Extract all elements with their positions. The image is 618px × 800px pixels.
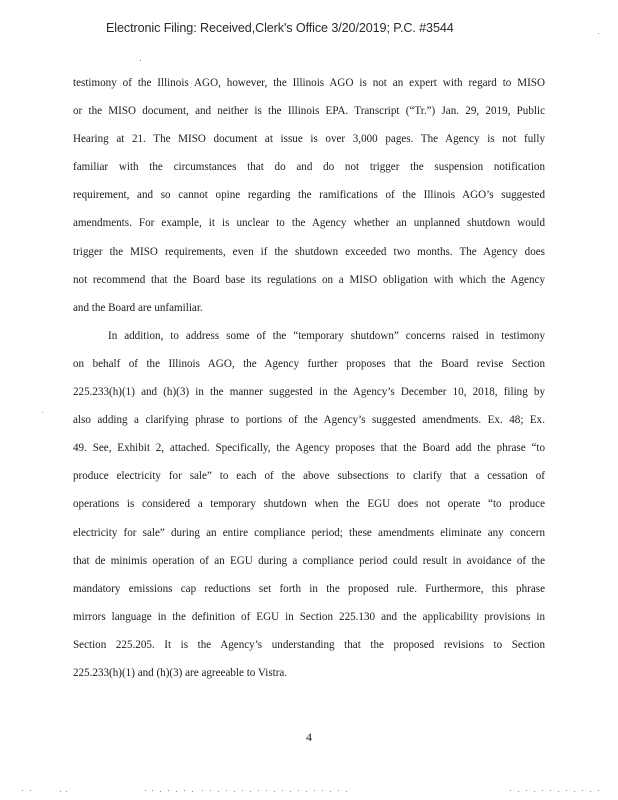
scan-speck (184, 790, 185, 791)
scan-speck (574, 791, 575, 792)
scan-speck (176, 791, 177, 792)
body-text (73, 69, 545, 687)
scan-speck (346, 791, 347, 792)
scan-speck (152, 790, 153, 791)
scan-speck (598, 33, 599, 34)
text-line: and the Board are unfamiliar. (73, 301, 203, 314)
scan-speck (242, 790, 243, 791)
text-line: operations is considered a temporary shutdown when the EGU does not operate “to produce (73, 498, 545, 511)
scan-speck (218, 791, 219, 792)
scan-speck (306, 791, 307, 792)
scan-speck (526, 790, 527, 791)
scan-speck (534, 791, 535, 792)
text-line: familiar with the circumstances that do and do not trigger the suspension notification (73, 161, 545, 174)
text-line: 225.233(h)(1) and (h)(3) are agreeable to Vistra. (73, 666, 288, 679)
scan-speck (42, 412, 43, 413)
text-line: produce electricity for sale” to each of the above subsections to clarify that a cessation of (73, 470, 545, 483)
scan-speck (234, 791, 235, 792)
text-line: In addition, to address some of the “temporary shutdown” concerns raised in testimony (108, 329, 545, 342)
scan-speck (210, 790, 211, 791)
scan-speck (322, 790, 323, 791)
text-line: mandatory emissions cap reductions set forth in the proposed rule. Furthermore, this phrase (73, 582, 545, 595)
text-line: on behalf of the Illinois AGO, the Agency further proposes that the Board revise Section (73, 357, 545, 370)
scan-speck (550, 790, 551, 791)
scan-speck (282, 790, 283, 791)
scan-speck (192, 791, 193, 792)
scan-speck (60, 791, 61, 792)
text-line: not recommend that the Board base its regulations on a MISO obligation with which the Agency (73, 273, 545, 286)
scan-speck (258, 790, 259, 791)
scan-speck (510, 790, 511, 791)
text-line: that de minimis operation of an EGU during a compliance period could result in avoidance of the (73, 554, 545, 567)
scan-speck (160, 791, 161, 792)
scan-speck (598, 790, 599, 791)
text-line: or the MISO document, and neither is the Illinois EPA. Transcript (“Tr.”) Jan. 29, 2019, Public (73, 105, 545, 118)
scan-speck (590, 791, 591, 792)
scan-speck (298, 790, 299, 791)
scan-speck (290, 791, 291, 792)
text-line: Hearing at 21. The MISO document at issue is over 3,000 pages. The Agency is not fully (73, 133, 545, 146)
text-line: testimony of the Illinois AGO, however, the Illinois AGO is not an expert with regard to MISO (73, 77, 545, 89)
scan-speck (226, 790, 227, 791)
scan-speck (250, 791, 251, 792)
scan-speck (30, 790, 31, 791)
scan-speck (558, 791, 559, 792)
scan-speck (145, 790, 146, 791)
scan-speck (202, 790, 203, 791)
scan-footer-noise (0, 786, 618, 796)
text-line: 49. See, Exhibit 2, attached. Specifically, the Agency proposes that the Board add the phrase “to (73, 442, 545, 455)
page-number: 4 (306, 730, 312, 744)
text-line: requirement, and so cannot opine regarding the ramifications of the Illinois AGO’s suggested (73, 189, 545, 202)
scan-speck (330, 791, 331, 792)
scan-speck (140, 60, 141, 61)
scan-speck (66, 791, 67, 792)
scan-speck (22, 790, 23, 791)
scan-speck (566, 790, 567, 791)
text-line: also adding a clarifying phrase to portions of the Agency’s suggested amendments. Ex. 48; Ex. (73, 414, 545, 427)
scan-speck (542, 790, 543, 791)
text-line: mirrors language in the definition of EGU in Section 225.130 and the applicability provisions in (73, 610, 545, 623)
text-line: trigger the MISO requirements, even if the shutdown exceeded two months. The Agency does (73, 245, 545, 258)
text-line: electricity for sale” during an entire compliance period; these amendments eliminate any concern (73, 526, 545, 539)
scan-speck (338, 790, 339, 791)
scan-speck (274, 791, 275, 792)
text-line: amendments. For example, it is unclear to the Agency whether an unplanned shutdown would (73, 217, 545, 230)
scan-speck (518, 791, 519, 792)
scan-speck (168, 790, 169, 791)
text-line: Section 225.205. It is the Agency’s understanding that the proposed revisions to Section (73, 638, 545, 651)
electronic-filing-stamp: Electronic Filing: Received,Clerk's Office 3/20/2019; P.C. #3544 (106, 21, 454, 35)
scan-speck (314, 790, 315, 791)
scan-speck (582, 790, 583, 791)
paragraph-2 (73, 322, 545, 687)
scan-speck (266, 790, 267, 791)
paragraph-1 (73, 69, 545, 322)
text-line: 225.233(h)(1) and (h)(3) in the manner suggested in the Agency’s December 10, 2018, filing by (73, 386, 545, 399)
